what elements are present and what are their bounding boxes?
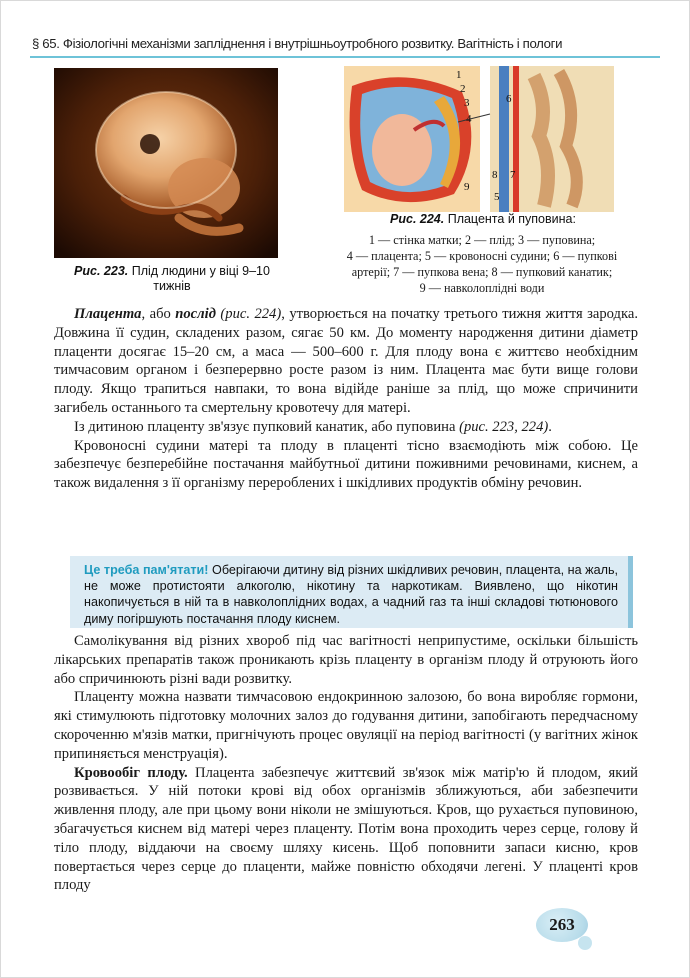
- fetus-illustration: [54, 68, 278, 258]
- running-head: § 65. Фізіологічні механізми запліднення і внутрішньоутробного розвитку. Вагітність і пологи: [32, 36, 563, 51]
- placenta-diagram: [344, 66, 614, 212]
- figure-224-label: Рис. 224.: [390, 212, 445, 226]
- paragraph-end: .: [548, 418, 552, 435]
- section-heading: Кровообіг плоду.: [74, 764, 188, 781]
- term-placenta: Плацента: [74, 306, 142, 322]
- callout-4: 4: [466, 113, 472, 125]
- callout-3: 3: [464, 97, 470, 109]
- figure-224-legend: [306, 232, 658, 296]
- paragraph-self-treatment: Самолікування від різних хвороб під час вагітності неприпустиме, оскільки більшість лікарських препаратів також проникають крізь плаценту в організм плоду й отруюють його або спричинюють різні вади розвитку.: [54, 633, 638, 687]
- legend-line: 4 — плацента; 5 — кровоносні судини; 6 — пупкові: [346, 249, 618, 263]
- remember-label: Це треба пам'ятати!: [84, 563, 209, 577]
- legend-line: артерії; 7 — пупкова вена; 8 — пупковий канатик;: [351, 265, 613, 279]
- paragraph-fetal-circulation: [54, 764, 638, 896]
- callout-5: 5: [494, 191, 500, 203]
- term-separator: , або: [141, 306, 176, 322]
- paragraph-text: , утворюється на початку третього тижня життя зародка. Довжина її судин, складених разом, сягає 50 км. До моменту народження дитини діаметр плаценти досягає 15–20 см, а маса — 500–600 г. Для плоду вона є життєво необхідним тимчасовим органом і безперервно росте разом із ним. Плацента має бути вище голови плоду. Якщо трапиться навпаки, то вона відійде раніше за плід, що може спричинити загибель останнього та смертельну кровотечу для матері.: [54, 306, 638, 416]
- remember-box: [70, 556, 633, 628]
- callout-8: 8: [492, 169, 498, 181]
- figure-224-caption: [318, 212, 648, 226]
- paragraph-endocrine: Плаценту можна назвати тимчасовою ендокринною залозою, бо вона виробляє гормони, які стимулюють підготовку молочних залоз до годування дитини, запобігають передчасному скороченню м'язів матки, пригнічують процес овуляції на період вагітності (у вагітних жінок припиняється менструація).: [54, 689, 638, 762]
- body-text-upper: [54, 305, 638, 493]
- term-afterbirth: послід: [175, 306, 216, 322]
- paragraph-text: Плацента забезпечує життєвий зв'язок між матір'ю й плодом, який розвивається. У ній потоки крові від обох організмів зближуються, аби забезпечити живлення плоду, але при цьому вони ніколи не змішуються. Кров, що рухається пуповиною, збагачується киснем від матері через плаценту. Потім вона проходить через серце, голову й тіло плоду, віддаючи на своєму шляху кисень. Щоб поповнити запаси кисню, кров повертається через серце до плаценти, майже повністю обходячи легені. У плаценті кров плоду: [54, 764, 638, 894]
- callout-7: 7: [510, 169, 516, 181]
- legend-line: 1 — стінка матки; 2 — плід; 3 — пуповина;: [368, 233, 596, 247]
- figure-223-caption: [54, 264, 290, 294]
- paragraph-text: Із дитиною плаценту зв'язує пупковий канатик, або пуповина: [74, 418, 460, 435]
- remember-text: Оберігаючи дитину від різних шкідливих речовин, плацента, на жаль, не може протистояти алкоголю, нікотину та наркотикам. Виявлено, що нікотин накопичується в ній та в навколоплідних водах, а чадний газ та інші складові тютюнового диму погіршують постачання плоду киснем.: [84, 563, 618, 626]
- paragraph-placenta: [54, 305, 638, 418]
- figure-223-text: Плід людини у віці 9–10 тижнів: [131, 264, 270, 293]
- legend-line: 9 — навколоплідні води: [419, 281, 545, 295]
- figure-224-text: Плацента й пуповина:: [447, 212, 576, 226]
- callout-9: 9: [464, 181, 470, 193]
- paragraph-vessels: Кровоносні судини матері та плоду в плаценті тісно взаємодіють між собою. Це забезпечує безперебійне постачання майбутньої дитини поживними речовинами, киснем, а також видалення з її організму перероблених і шкідливих продуктів обміну речовин.: [54, 437, 638, 492]
- header-rule: [30, 56, 660, 58]
- page-number: 263: [536, 908, 588, 942]
- callout-2: 2: [460, 83, 466, 95]
- page-number-decoration: [578, 936, 592, 950]
- fetus-photo: [54, 68, 278, 258]
- paragraph-umbilical: [54, 418, 638, 437]
- callout-6: 6: [506, 93, 512, 105]
- body-text-lower: [54, 632, 638, 895]
- figure-reference: (рис. 223, 224): [459, 418, 549, 435]
- figure-reference: (рис. 224): [215, 306, 282, 322]
- callout-1: 1: [456, 69, 462, 81]
- figure-223-label: Рис. 223.: [74, 264, 129, 278]
